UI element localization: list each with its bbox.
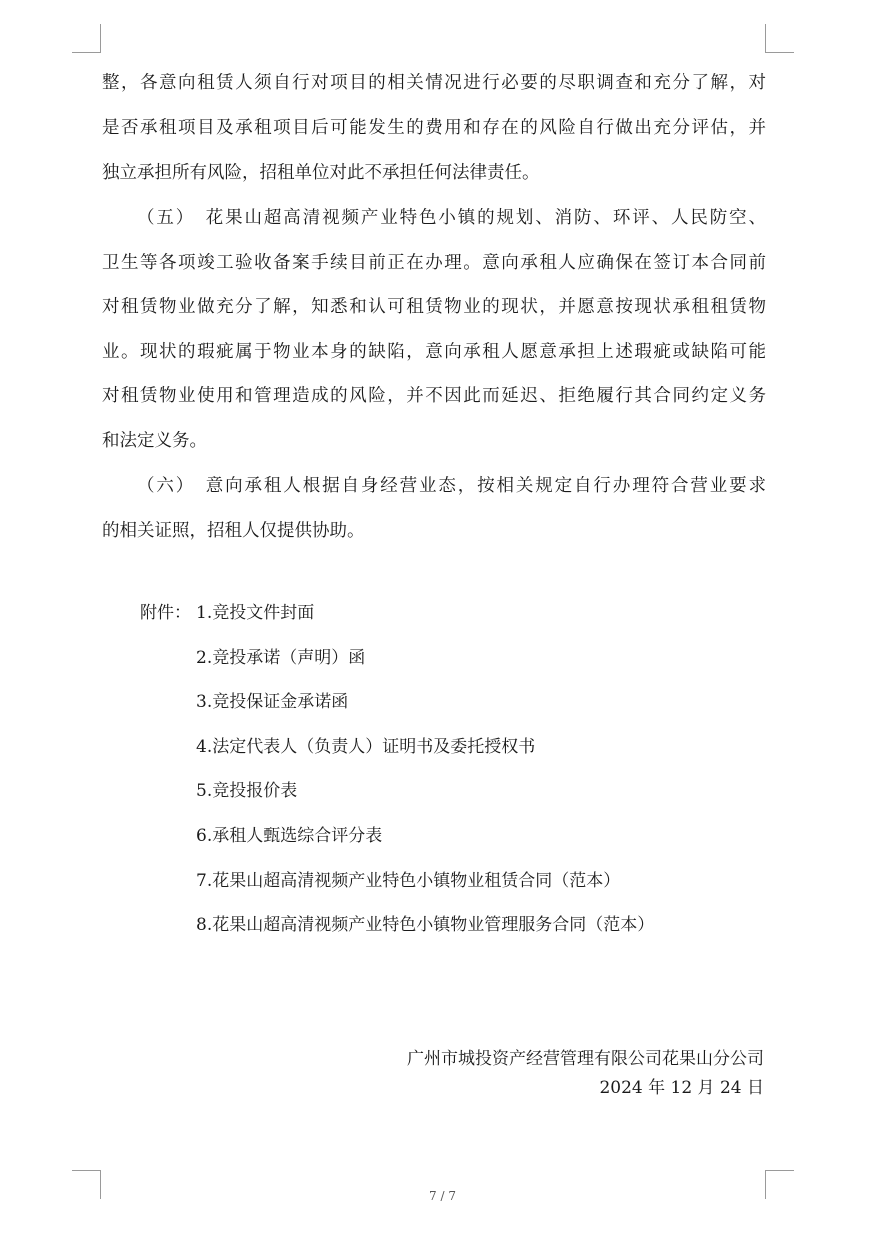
crop-mark-top-left [72, 24, 101, 53]
paragraph-five-line: 和法定义务。 [102, 431, 207, 451]
paragraph-five-line: 卫生等各项竣工验收备案手续目前正在办理。意向承租人应确保在签订本合同前 [102, 253, 766, 273]
attachment-item: 8.花果山超高清视频产业特色小镇物业管理服务合同（范本） [196, 915, 655, 935]
signature-date: 2024 年 12 月 24 日 [599, 1078, 764, 1098]
crop-mark-top-right [765, 24, 794, 53]
attachment-item: 2.竞投承诺（声明）函 [196, 648, 366, 668]
attachment-item: 4.法定代表人（负责人）证明书及委托授权书 [196, 737, 536, 757]
paragraph-line: 整，各意向租赁人须自行对项目的相关情况进行必要的尽职调查和充分了解，对 [102, 73, 766, 93]
paragraph-six-line: （六） 意向承租人根据自身经营业态，按相关规定自行办理符合营业要求 [137, 476, 766, 496]
paragraph-line: 是否承租项目及承租项目后可能发生的费用和存在的风险自行做出充分评估，并 [102, 118, 766, 138]
attachment-item: 5.竞投报价表 [196, 781, 298, 801]
attachment-item: 6.承租人甄选综合评分表 [196, 826, 383, 846]
page-number: 7 / 7 [429, 1189, 456, 1203]
attachment-item: 7.花果山超高清视频产业特色小镇物业租赁合同（范本） [196, 871, 621, 891]
paragraph-line: 独立承担所有风险，招租单位对此不承担任何法律责任。 [102, 163, 540, 183]
attachments-label: 附件： [140, 603, 191, 623]
paragraph-six-line: 的相关证照，招租人仅提供协助。 [102, 521, 365, 541]
signature-company: 广州市城投资产经营管理有限公司花果山分公司 [407, 1049, 764, 1069]
paragraph-five-line: （五） 花果山超高清视频产业特色小镇的规划、消防、环评、人民防空、 [137, 208, 766, 228]
attachment-item: 3.竞投保证金承诺函 [196, 692, 349, 712]
paragraph-five-line: 对租赁物业使用和管理造成的风险，并不因此而延迟、拒绝履行其合同约定义务 [102, 386, 766, 406]
attachment-item: 1.竞投文件封面 [196, 603, 315, 623]
paragraph-five-line: 业。现状的瑕疵属于物业本身的缺陷，意向承租人愿意承担上述瑕疵或缺陷可能 [102, 342, 766, 362]
paragraph-five-line: 对租赁物业做充分了解，知悉和认可租赁物业的现状，并愿意按现状承租租赁物 [102, 297, 766, 317]
